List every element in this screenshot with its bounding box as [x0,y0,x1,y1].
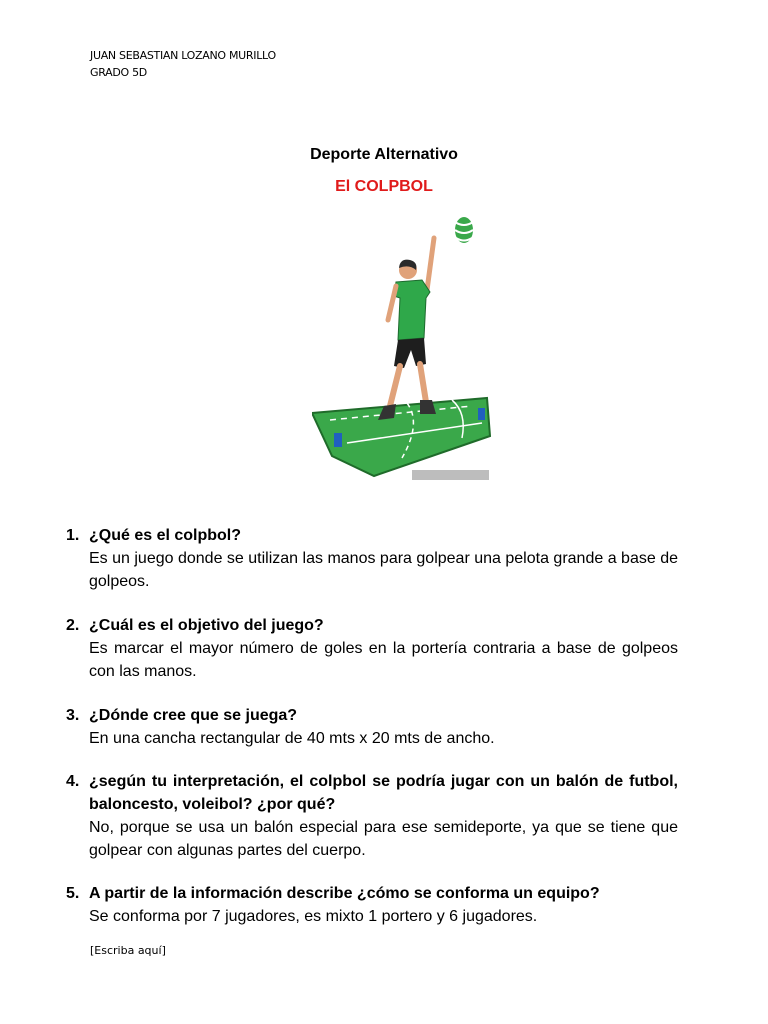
question-item-5 [66,882,678,928]
ball-icon [455,217,473,243]
student-grade: GRADO 5D [90,66,147,79]
student-name: JUAN SEBASTIAN LOZANO MURILLO [90,49,276,62]
question-text: ¿según tu interpretación, el colpbol se podría jugar con un balón de futbol, baloncesto, voleibol? ¿por qué? [89,773,678,813]
answer-text: No, porque se usa un balón especial para ese semideporte, ya que se tiene que golpear con algunas partes del cuerpo. [89,819,678,859]
colpbol-illustration [312,208,492,483]
question-number: 4. [66,773,80,790]
placeholder-text[interactable]: [Escriba aquí] [90,944,166,957]
question-item-4 [66,770,678,862]
answer-text: Es marcar el mayor número de goles en la portería contraria a base de golpeos con las manos. [89,640,678,680]
page-subtitle: El COLPBOL [335,178,433,195]
question-text: ¿Qué es el colpbol? [89,527,242,544]
answer-text: En una cancha rectangular de 40 mts x 20 mts de ancho. [89,730,495,747]
field-graphic [312,398,490,476]
question-text: ¿Dónde cree que se juega? [89,707,298,724]
question-number: 5. [66,885,80,902]
caption-bar [412,470,489,480]
question-number: 2. [66,617,80,634]
answer-text: Es un juego donde se utilizan las manos para golpear una pelota grande a base de golpeos. [89,550,678,590]
document-header [90,47,276,81]
question-item-1 [66,524,678,593]
question-number: 1. [66,527,80,544]
page-title: Deporte Alternativo [310,146,458,163]
player-figure [378,238,436,420]
question-item-3 [66,704,678,750]
answer-text: Se conforma por 7 jugadores, es mixto 1 portero y 6 jugadores. [89,908,538,925]
question-text: ¿Cuál es el objetivo del juego? [89,617,324,634]
question-item-2 [66,614,678,683]
question-text: A partir de la información describe ¿cómo se conforma un equipo? [89,885,600,902]
question-number: 3. [66,707,80,724]
